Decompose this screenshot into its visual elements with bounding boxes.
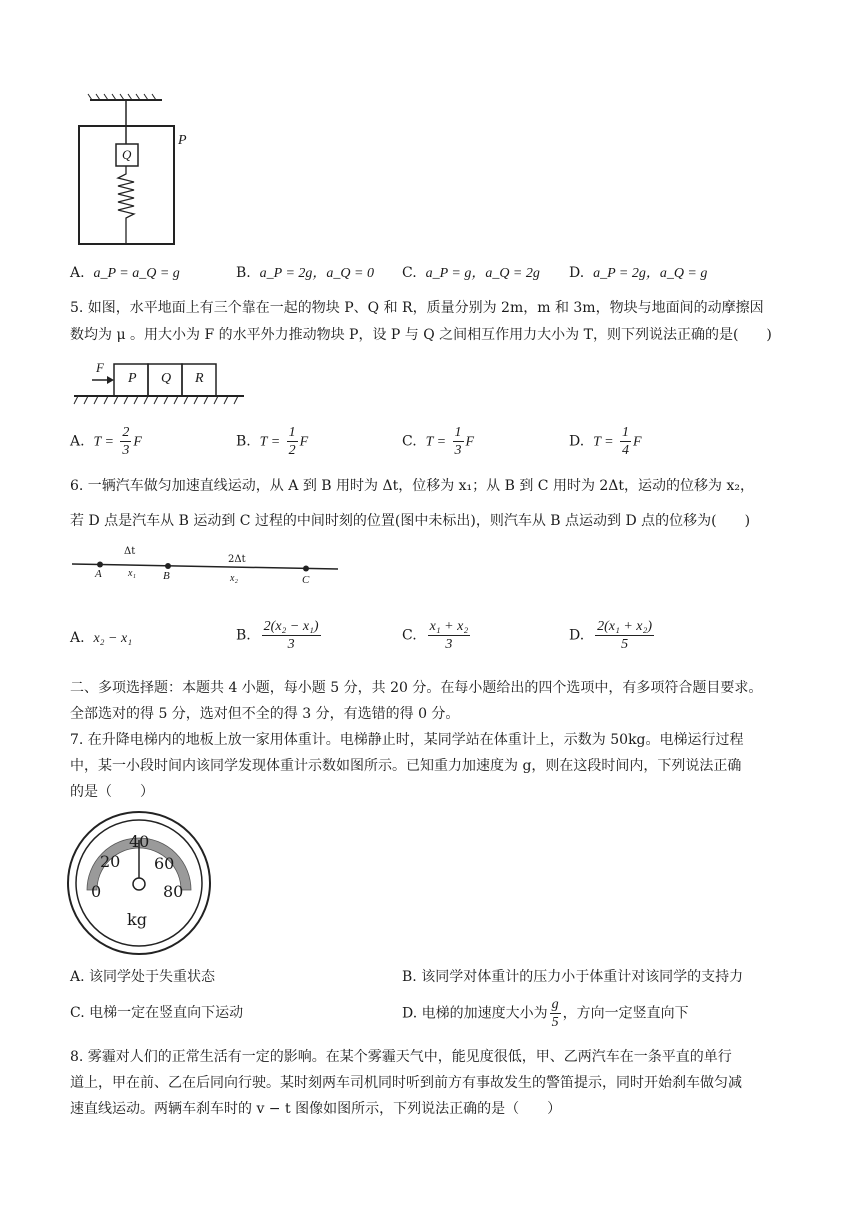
q6-fig-x1: x₁ bbox=[128, 568, 136, 579]
q8-stem-line3: 速直线运动。两辆车刹车时的 v − t 图像如图所示，下列说法正确的是（ ） bbox=[70, 1101, 562, 1117]
q6-option-b bbox=[236, 618, 323, 653]
q6-option-c bbox=[402, 618, 472, 653]
q7-scale-tick-40: 40 bbox=[129, 832, 150, 851]
q4-label-p: P bbox=[178, 133, 187, 148]
q5-option-a-num: 2 bbox=[122, 425, 130, 440]
q8-stem-line1: 8. 雾霾对人们的正常生活有一定的影响。在某个雾霾天气中，能见度很低，甲、乙两汽车在一条平直的单行 bbox=[70, 1049, 732, 1065]
q7-option-d-den: 5 bbox=[551, 1015, 559, 1030]
q5-stem-line2: 数均为 μ 。用大小为 F 的水平外力推动物块 P，设 P 与 Q 之间相互作用力大小为 T，则下列说法正确的是( ) bbox=[70, 327, 772, 343]
q5-option-a-den: 3 bbox=[122, 443, 130, 458]
q4-option-c: C. a_P = g，a_Q = 2g bbox=[402, 265, 540, 281]
q7-option-b: B. 该同学对体重计的压力小于体重计对该同学的支持力 bbox=[402, 969, 744, 985]
q5-option-a-pre: T = bbox=[93, 434, 114, 450]
q4-option-a-text: a_P = a_Q = g bbox=[93, 266, 180, 281]
q7-scale-tick-0: 0 bbox=[91, 882, 102, 901]
q7-option-d bbox=[402, 996, 689, 1031]
q7-option-d-num: g bbox=[551, 997, 559, 1012]
q5-option-c bbox=[402, 424, 474, 459]
q5-option-c-fraction bbox=[453, 424, 464, 459]
q6-fig-a: A bbox=[95, 568, 102, 580]
q6-option-d-fraction bbox=[595, 618, 654, 653]
q6-option-d-num: 2(x₁ + x₂) bbox=[597, 619, 653, 634]
q5-option-c-letter: C. bbox=[402, 433, 417, 450]
q6-option-c-den: 3 bbox=[445, 637, 453, 652]
q6-option-c-fraction bbox=[428, 618, 471, 653]
q5-option-c-den: 3 bbox=[454, 443, 462, 458]
q6-option-b-num: 2(x₂ − x₁) bbox=[263, 619, 319, 634]
q6-fig-c: C bbox=[302, 574, 310, 586]
q6-option-d bbox=[569, 618, 656, 653]
q5-fig-label-f: F bbox=[96, 360, 104, 375]
q7-scale-tick-60: 60 bbox=[154, 854, 175, 873]
q6-stem-line2: 若 D 点是汽车从 B 运动到 C 过程的中间时刻的位置(图中未标出)，则汽车从 B 点运动到 D 点的位移为( ) bbox=[70, 513, 751, 529]
q6-option-d-den: 5 bbox=[621, 637, 629, 652]
q6-option-d-letter: D. bbox=[569, 627, 585, 644]
q6-fig-b: B bbox=[163, 570, 170, 582]
q5-stem-line1: 5. 如图，水平地面上有三个靠在一起的物块 P、Q 和 R，质量分别为 2m，m 和 3m，物块与地面间的动摩擦因 bbox=[70, 300, 764, 316]
q4-option-d-text: a_P = 2g，a_Q = g bbox=[593, 266, 708, 281]
q5-option-d-den: 4 bbox=[622, 443, 630, 458]
q5-fig-label-p: P bbox=[128, 371, 137, 386]
q5-fig-label-r: R bbox=[195, 371, 204, 386]
q5-option-b-num: 1 bbox=[288, 425, 296, 440]
q6-option-b-fraction bbox=[262, 618, 321, 653]
q6-fig-dt2: 2Δt bbox=[228, 554, 246, 565]
q6-option-b-den: 3 bbox=[287, 637, 295, 652]
q6-option-a bbox=[70, 628, 132, 649]
q7-stem-line1: 7. 在升降电梯内的地板上放一家用体重计。电梯静止时，某同学站在体重计上，示数为 50kg。电梯运行过程 bbox=[70, 732, 744, 748]
q5-option-b-den: 2 bbox=[288, 443, 296, 458]
q7-option-c: C. 电梯一定在竖直向下运动 bbox=[70, 1005, 244, 1021]
q5-option-b-letter: B. bbox=[236, 433, 251, 450]
q6-stem-line1: 6. 一辆汽车做匀加速直线运动，从 A 到 B 用时为 Δt，位移为 x₁；从 B 到 C 用时为 2Δt，运动的位移为 x₂， bbox=[70, 478, 755, 494]
q5-option-b-post: F bbox=[299, 434, 309, 450]
q4-option-d: D. a_P = 2g，a_Q = g bbox=[569, 265, 708, 281]
q4-option-c-text: a_P = g，a_Q = 2g bbox=[425, 266, 540, 281]
q5-option-d-letter: D. bbox=[569, 433, 585, 450]
q5-option-a bbox=[70, 424, 142, 459]
q6-fig-dt1: Δt bbox=[124, 546, 136, 557]
q5-fig-label-q: Q bbox=[161, 371, 172, 386]
q5-option-b bbox=[236, 424, 308, 459]
q5-option-a-fraction bbox=[120, 424, 131, 459]
q4-option-b: B. a_P = 2g，a_Q = 0 bbox=[236, 265, 374, 281]
q7-option-d-fraction bbox=[550, 996, 561, 1031]
q7-scale-tick-20: 20 bbox=[100, 852, 121, 871]
section2-heading-line1: 二、多项选择题：本题共 4 小题，每小题 5 分，共 20 分。在每小题给出的四个选项中，有多项符合题目要求。 bbox=[70, 680, 763, 696]
q7-stem-line2: 中，某一小段时间内该同学发现体重计示数如图所示。已知重力加速度为 g，则在这段时间内，下列说法正确 bbox=[70, 758, 742, 774]
q6-option-c-num: x₁ + x₂ bbox=[429, 619, 469, 634]
q5-option-c-pre: T = bbox=[425, 434, 447, 450]
q5-option-a-letter: A. bbox=[70, 433, 85, 450]
q5-option-b-fraction bbox=[287, 424, 298, 459]
q5-option-d-fraction bbox=[620, 424, 631, 459]
q6-option-a-text: x₂ − x₁ bbox=[93, 631, 133, 646]
q4-label-q: Q bbox=[122, 147, 132, 162]
q4-option-a: A. a_P = a_Q = g bbox=[70, 265, 180, 281]
q7-option-d-pre: D. 电梯的加速度大小为 bbox=[402, 1005, 548, 1022]
q8-stem-line2: 道上，甲在前、乙在后同向行驶。某时刻两车司机同时听到前方有事故发生的警笛提示，同时开始刹车做匀减 bbox=[70, 1075, 742, 1091]
q5-option-d-post: F bbox=[633, 434, 642, 450]
q4-figure bbox=[76, 92, 196, 252]
section2-heading-line2: 全部选对的得 5 分，选对但不全的得 3 分，有选错的得 0 分。 bbox=[70, 706, 460, 722]
q5-option-c-post: F bbox=[465, 434, 475, 450]
q7-scale-unit: kg bbox=[127, 910, 147, 929]
q5-option-a-post: F bbox=[133, 434, 142, 450]
q7-scale-tick-80: 80 bbox=[163, 882, 184, 901]
q5-option-b-pre: T = bbox=[259, 434, 281, 450]
q7-option-a: A. 该同学处于失重状态 bbox=[70, 969, 216, 985]
q4-option-b-text: a_P = 2g，a_Q = 0 bbox=[259, 266, 374, 281]
q7-option-d-post: ，方向一定竖直向下 bbox=[562, 1005, 689, 1022]
q7-stem-line3: 的是（ ） bbox=[70, 784, 154, 800]
q5-option-d bbox=[569, 424, 642, 459]
q5-option-c-num: 1 bbox=[454, 425, 462, 440]
q6-option-b-letter: B. bbox=[236, 627, 251, 644]
q6-fig-x2: x₂ bbox=[230, 573, 238, 584]
q5-option-d-num: 1 bbox=[622, 425, 630, 440]
q5-option-d-pre: T = bbox=[593, 434, 614, 450]
q7-scale-figure bbox=[64, 808, 214, 958]
q6-option-a-letter: A. bbox=[70, 630, 85, 646]
q6-option-c-letter: C. bbox=[402, 627, 417, 644]
